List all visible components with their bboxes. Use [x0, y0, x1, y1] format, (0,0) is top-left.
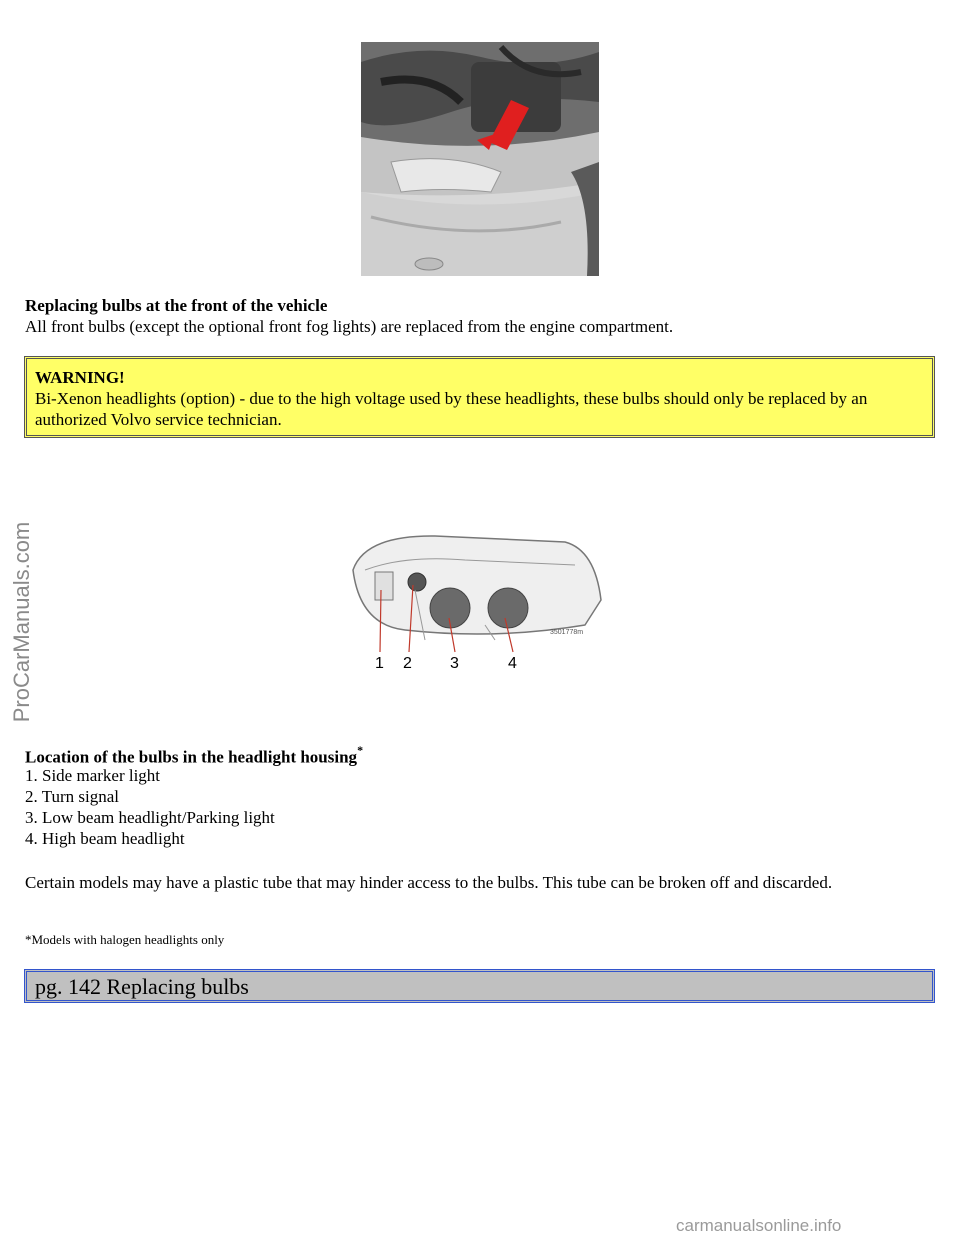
footnote-marker: *: [357, 743, 364, 757]
footnote: *Models with halogen headlights only: [25, 932, 225, 947]
callout-label-3: 3: [450, 655, 459, 672]
list-item: 1. Side marker light: [25, 766, 161, 785]
callout-label-1: 1: [375, 655, 384, 672]
warning-box: [24, 356, 935, 438]
engine-compartment-image: [361, 42, 599, 276]
warning-title: WARNING!: [35, 368, 125, 387]
watermark: [0, 512, 44, 732]
section-heading-bulb-location: [25, 742, 363, 768]
bulb-list: [25, 765, 275, 849]
heading-text: Location of the bulbs in the headlight housing: [25, 747, 358, 767]
callout-label-2: 2: [403, 655, 412, 672]
site-watermark: carmanualsonline.info: [676, 1216, 842, 1235]
callout-label-4: 4: [508, 655, 517, 672]
headlight-housing-diagram: [345, 530, 605, 675]
list-item: 3. Low beam headlight/Parking light: [25, 808, 275, 827]
figure-code: 3501778m: [550, 629, 584, 636]
page-footer: pg. 142 Replacing bulbs: [24, 969, 935, 1003]
section-text-front-bulbs: All front bulbs (except the optional front fog lights) are replaced from the engine compartment.: [25, 317, 674, 336]
section-heading-front-bulbs: Replacing bulbs at the front of the vehicle: [25, 296, 328, 315]
watermark-text: ProCarManuals.com: [9, 521, 34, 723]
list-item: 2. Turn signal: [25, 787, 119, 806]
plastic-tube-note: Certain models may have a plastic tube that may hinder access to the bulbs. This tube can be broken off and discarded.: [25, 873, 833, 892]
warning-text: Bi-Xenon headlights (option) - due to the high voltage used by these headlights, these bulbs should only be replaced by an authorized Volvo service technician.: [35, 389, 868, 429]
list-item: 4. High beam headlight: [25, 829, 185, 848]
